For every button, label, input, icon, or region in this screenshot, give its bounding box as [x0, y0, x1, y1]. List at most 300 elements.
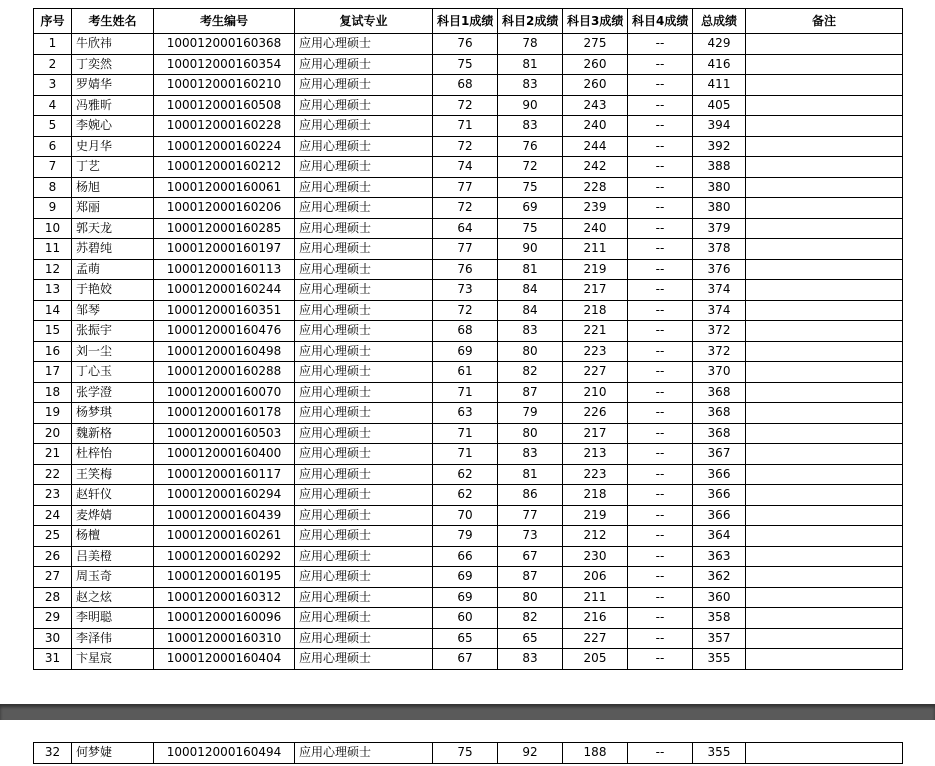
cell-id: 100012000160312 — [154, 587, 295, 608]
cell-remarks — [746, 628, 903, 649]
cell-subject3: 226 — [563, 403, 628, 424]
header-subject4: 科目4成绩 — [628, 9, 693, 34]
cell-remarks — [746, 321, 903, 342]
cell-subject4: -- — [628, 608, 693, 629]
cell-subject3: 244 — [563, 136, 628, 157]
cell-total: 378 — [693, 239, 746, 260]
cell-name: 李明聪 — [72, 608, 154, 629]
cell-index: 4 — [34, 95, 72, 116]
cell-major: 应用心理硕士 — [295, 280, 433, 301]
cell-name: 罗婧华 — [72, 75, 154, 96]
cell-subject4: -- — [628, 505, 693, 526]
cell-index: 14 — [34, 300, 72, 321]
cell-index: 28 — [34, 587, 72, 608]
cell-major: 应用心理硕士 — [295, 136, 433, 157]
cell-id: 100012000160354 — [154, 54, 295, 75]
cell-subject4: -- — [628, 464, 693, 485]
cell-subject4: -- — [628, 526, 693, 547]
cell-remarks — [746, 116, 903, 137]
cell-subject3: 206 — [563, 567, 628, 588]
cell-id: 100012000160368 — [154, 34, 295, 55]
table-row — [34, 341, 903, 362]
cell-subject2: 90 — [498, 239, 563, 260]
cell-index: 9 — [34, 198, 72, 219]
cell-major: 应用心理硕士 — [295, 464, 433, 485]
cell-id: 100012000160494 — [154, 743, 295, 764]
cell-subject1: 71 — [433, 116, 498, 137]
cell-subject2: 86 — [498, 485, 563, 506]
cell-remarks — [746, 157, 903, 178]
cell-major: 应用心理硕士 — [295, 218, 433, 239]
cell-subject2: 81 — [498, 259, 563, 280]
cell-subject2: 87 — [498, 382, 563, 403]
cell-name: 赵轩仪 — [72, 485, 154, 506]
cell-remarks — [746, 608, 903, 629]
cell-subject1: 62 — [433, 464, 498, 485]
header-subject3: 科目3成绩 — [563, 9, 628, 34]
cell-subject3: 213 — [563, 444, 628, 465]
cell-total: 358 — [693, 608, 746, 629]
cell-subject1: 66 — [433, 546, 498, 567]
cell-subject4: -- — [628, 567, 693, 588]
cell-index: 21 — [34, 444, 72, 465]
cell-total: 380 — [693, 177, 746, 198]
cell-subject2: 87 — [498, 567, 563, 588]
cell-remarks — [746, 280, 903, 301]
cell-id: 100012000160244 — [154, 280, 295, 301]
cell-subject3: 230 — [563, 546, 628, 567]
cell-remarks — [746, 136, 903, 157]
table-row — [34, 444, 903, 465]
cell-name: 张学澄 — [72, 382, 154, 403]
cell-id: 100012000160351 — [154, 300, 295, 321]
cell-subject4: -- — [628, 546, 693, 567]
cell-total: 388 — [693, 157, 746, 178]
table-row — [34, 75, 903, 96]
cell-subject3: 223 — [563, 464, 628, 485]
cell-subject4: -- — [628, 485, 693, 506]
cell-subject3: 228 — [563, 177, 628, 198]
cell-total: 368 — [693, 382, 746, 403]
cell-subject3: 260 — [563, 54, 628, 75]
cell-total: 392 — [693, 136, 746, 157]
cell-subject1: 60 — [433, 608, 498, 629]
cell-id: 100012000160400 — [154, 444, 295, 465]
cell-id: 100012000160178 — [154, 403, 295, 424]
cell-name: 郭天龙 — [72, 218, 154, 239]
cell-total: 405 — [693, 95, 746, 116]
cell-subject3: 240 — [563, 116, 628, 137]
cell-subject1: 72 — [433, 136, 498, 157]
table-row — [34, 608, 903, 629]
cell-name: 杨檀 — [72, 526, 154, 547]
cell-subject3: 217 — [563, 423, 628, 444]
cell-name: 丁奕然 — [72, 54, 154, 75]
table-row — [34, 587, 903, 608]
cell-id: 100012000160508 — [154, 95, 295, 116]
cell-subject4: -- — [628, 587, 693, 608]
cell-subject2: 83 — [498, 116, 563, 137]
cell-major: 应用心理硕士 — [295, 34, 433, 55]
cell-subject4: -- — [628, 300, 693, 321]
table-row — [34, 649, 903, 670]
cell-total: 429 — [693, 34, 746, 55]
cell-subject4: -- — [628, 34, 693, 55]
cell-subject4: -- — [628, 743, 693, 764]
cell-subject2: 82 — [498, 362, 563, 383]
cell-id: 100012000160404 — [154, 649, 295, 670]
cell-subject3: 239 — [563, 198, 628, 219]
cell-name: 赵之炫 — [72, 587, 154, 608]
table-row — [34, 177, 903, 198]
cell-major: 应用心理硕士 — [295, 444, 433, 465]
cell-subject4: -- — [628, 136, 693, 157]
cell-major: 应用心理硕士 — [295, 526, 433, 547]
cell-id: 100012000160310 — [154, 628, 295, 649]
cell-index: 18 — [34, 382, 72, 403]
cell-id: 100012000160476 — [154, 321, 295, 342]
table-row — [34, 198, 903, 219]
cell-subject3: 212 — [563, 526, 628, 547]
cell-major: 应用心理硕士 — [295, 54, 433, 75]
cell-subject1: 71 — [433, 382, 498, 403]
cell-subject4: -- — [628, 280, 693, 301]
cell-subject4: -- — [628, 362, 693, 383]
cell-remarks — [746, 567, 903, 588]
cell-id: 100012000160503 — [154, 423, 295, 444]
cell-total: 394 — [693, 116, 746, 137]
cell-name: 麦烨婧 — [72, 505, 154, 526]
table-row — [34, 218, 903, 239]
table-row — [34, 485, 903, 506]
cell-subject4: -- — [628, 218, 693, 239]
cell-index: 23 — [34, 485, 72, 506]
cell-remarks — [746, 382, 903, 403]
cell-subject1: 75 — [433, 54, 498, 75]
cell-subject1: 74 — [433, 157, 498, 178]
cell-id: 100012000160117 — [154, 464, 295, 485]
cell-name: 李婉心 — [72, 116, 154, 137]
cell-name: 周玉奇 — [72, 567, 154, 588]
table-row — [34, 34, 903, 55]
cell-total: 380 — [693, 198, 746, 219]
document-page-2 — [0, 720, 935, 766]
cell-id: 100012000160195 — [154, 567, 295, 588]
cell-subject4: -- — [628, 95, 693, 116]
cell-index: 7 — [34, 157, 72, 178]
table-row — [34, 321, 903, 342]
cell-total: 370 — [693, 362, 746, 383]
cell-subject4: -- — [628, 177, 693, 198]
cell-subject1: 64 — [433, 218, 498, 239]
cell-name: 于艳姣 — [72, 280, 154, 301]
cell-name: 何梦婕 — [72, 743, 154, 764]
cell-major: 应用心理硕士 — [295, 177, 433, 198]
cell-subject2: 81 — [498, 464, 563, 485]
cell-index: 22 — [34, 464, 72, 485]
table-row — [34, 136, 903, 157]
table-row — [34, 54, 903, 75]
cell-major: 应用心理硕士 — [295, 157, 433, 178]
cell-name: 冯雅昕 — [72, 95, 154, 116]
cell-index: 32 — [34, 743, 72, 764]
score-table-page-2 — [33, 742, 903, 764]
table-row — [34, 546, 903, 567]
table-body-page-2 — [34, 743, 903, 764]
cell-index: 24 — [34, 505, 72, 526]
cell-name: 魏新格 — [72, 423, 154, 444]
cell-subject3: 218 — [563, 485, 628, 506]
cell-subject2: 72 — [498, 157, 563, 178]
cell-subject2: 81 — [498, 54, 563, 75]
cell-name: 邹琴 — [72, 300, 154, 321]
table-row — [34, 116, 903, 137]
cell-remarks — [746, 218, 903, 239]
cell-major: 应用心理硕士 — [295, 198, 433, 219]
cell-major: 应用心理硕士 — [295, 75, 433, 96]
cell-name: 牛欣祎 — [72, 34, 154, 55]
cell-index: 12 — [34, 259, 72, 280]
cell-major: 应用心理硕士 — [295, 321, 433, 342]
cell-major: 应用心理硕士 — [295, 259, 433, 280]
cell-total: 411 — [693, 75, 746, 96]
header-id: 考生编号 — [154, 9, 295, 34]
cell-name: 郑丽 — [72, 198, 154, 219]
header-name: 考生姓名 — [72, 9, 154, 34]
cell-remarks — [746, 505, 903, 526]
header-subject1: 科目1成绩 — [433, 9, 498, 34]
cell-total: 376 — [693, 259, 746, 280]
cell-remarks — [746, 423, 903, 444]
cell-subject2: 82 — [498, 608, 563, 629]
cell-subject1: 76 — [433, 34, 498, 55]
cell-name: 王笑梅 — [72, 464, 154, 485]
cell-remarks — [746, 239, 903, 260]
cell-subject2: 75 — [498, 218, 563, 239]
table-body-page-1 — [34, 34, 903, 670]
cell-total: 374 — [693, 300, 746, 321]
cell-remarks — [746, 259, 903, 280]
cell-remarks — [746, 54, 903, 75]
cell-index: 6 — [34, 136, 72, 157]
cell-subject1: 67 — [433, 649, 498, 670]
cell-subject1: 71 — [433, 444, 498, 465]
cell-major: 应用心理硕士 — [295, 743, 433, 764]
table-row — [34, 743, 903, 764]
cell-subject4: -- — [628, 239, 693, 260]
cell-subject2: 79 — [498, 403, 563, 424]
cell-subject1: 69 — [433, 567, 498, 588]
cell-id: 100012000160096 — [154, 608, 295, 629]
score-table-page-1 — [33, 8, 903, 670]
table-row — [34, 382, 903, 403]
cell-subject3: 218 — [563, 300, 628, 321]
cell-subject4: -- — [628, 423, 693, 444]
cell-index: 17 — [34, 362, 72, 383]
cell-remarks — [746, 177, 903, 198]
cell-name: 卞星宸 — [72, 649, 154, 670]
cell-subject2: 90 — [498, 95, 563, 116]
cell-subject2: 67 — [498, 546, 563, 567]
table-row — [34, 567, 903, 588]
cell-name: 孟萌 — [72, 259, 154, 280]
table-row — [34, 280, 903, 301]
cell-subject4: -- — [628, 382, 693, 403]
cell-subject1: 77 — [433, 177, 498, 198]
cell-total: 416 — [693, 54, 746, 75]
cell-subject1: 79 — [433, 526, 498, 547]
cell-name: 史月华 — [72, 136, 154, 157]
cell-subject3: 227 — [563, 628, 628, 649]
table-header-row — [34, 9, 903, 34]
cell-index: 31 — [34, 649, 72, 670]
table-row — [34, 362, 903, 383]
cell-name: 吕美橙 — [72, 546, 154, 567]
cell-subject1: 75 — [433, 743, 498, 764]
cell-remarks — [746, 485, 903, 506]
cell-subject1: 72 — [433, 300, 498, 321]
cell-index: 16 — [34, 341, 72, 362]
cell-subject4: -- — [628, 54, 693, 75]
cell-id: 100012000160061 — [154, 177, 295, 198]
cell-major: 应用心理硕士 — [295, 649, 433, 670]
cell-index: 10 — [34, 218, 72, 239]
cell-subject2: 80 — [498, 423, 563, 444]
cell-total: 357 — [693, 628, 746, 649]
cell-subject2: 77 — [498, 505, 563, 526]
cell-subject3: 243 — [563, 95, 628, 116]
cell-total: 364 — [693, 526, 746, 547]
cell-major: 应用心理硕士 — [295, 116, 433, 137]
cell-name: 丁艺 — [72, 157, 154, 178]
cell-subject4: -- — [628, 341, 693, 362]
cell-subject1: 69 — [433, 587, 498, 608]
cell-total: 367 — [693, 444, 746, 465]
cell-id: 100012000160439 — [154, 505, 295, 526]
cell-subject1: 70 — [433, 505, 498, 526]
cell-subject1: 73 — [433, 280, 498, 301]
cell-total: 360 — [693, 587, 746, 608]
cell-major: 应用心理硕士 — [295, 95, 433, 116]
cell-subject2: 92 — [498, 743, 563, 764]
cell-subject1: 69 — [433, 341, 498, 362]
cell-index: 5 — [34, 116, 72, 137]
cell-subject2: 78 — [498, 34, 563, 55]
cell-major: 应用心理硕士 — [295, 587, 433, 608]
cell-subject2: 76 — [498, 136, 563, 157]
cell-subject3: 227 — [563, 362, 628, 383]
cell-name: 杨旭 — [72, 177, 154, 198]
cell-subject2: 69 — [498, 198, 563, 219]
cell-id: 100012000160261 — [154, 526, 295, 547]
cell-subject3: 211 — [563, 239, 628, 260]
cell-total: 368 — [693, 423, 746, 444]
cell-subject2: 83 — [498, 75, 563, 96]
cell-total: 372 — [693, 341, 746, 362]
cell-remarks — [746, 526, 903, 547]
cell-major: 应用心理硕士 — [295, 300, 433, 321]
cell-index: 20 — [34, 423, 72, 444]
cell-remarks — [746, 300, 903, 321]
table-row — [34, 157, 903, 178]
cell-subject3: 242 — [563, 157, 628, 178]
table-row — [34, 505, 903, 526]
cell-remarks — [746, 743, 903, 764]
cell-subject4: -- — [628, 198, 693, 219]
cell-remarks — [746, 34, 903, 55]
cell-subject2: 83 — [498, 444, 563, 465]
cell-major: 应用心理硕士 — [295, 567, 433, 588]
cell-subject2: 83 — [498, 649, 563, 670]
cell-subject4: -- — [628, 628, 693, 649]
cell-remarks — [746, 546, 903, 567]
cell-subject2: 80 — [498, 341, 563, 362]
header-index: 序号 — [34, 9, 72, 34]
cell-id: 100012000160228 — [154, 116, 295, 137]
cell-subject1: 68 — [433, 75, 498, 96]
cell-index: 26 — [34, 546, 72, 567]
cell-name: 李泽伟 — [72, 628, 154, 649]
cell-remarks — [746, 95, 903, 116]
cell-major: 应用心理硕士 — [295, 505, 433, 526]
cell-major: 应用心理硕士 — [295, 423, 433, 444]
cell-index: 2 — [34, 54, 72, 75]
table-row — [34, 403, 903, 424]
cell-name: 刘一尘 — [72, 341, 154, 362]
cell-subject4: -- — [628, 259, 693, 280]
table-row — [34, 628, 903, 649]
cell-id: 100012000160292 — [154, 546, 295, 567]
cell-index: 25 — [34, 526, 72, 547]
cell-remarks — [746, 464, 903, 485]
cell-name: 杜梓怡 — [72, 444, 154, 465]
cell-index: 13 — [34, 280, 72, 301]
cell-id: 100012000160285 — [154, 218, 295, 239]
cell-total: 362 — [693, 567, 746, 588]
cell-total: 368 — [693, 403, 746, 424]
cell-remarks — [746, 75, 903, 96]
cell-subject4: -- — [628, 321, 693, 342]
cell-subject3: 275 — [563, 34, 628, 55]
header-total: 总成绩 — [693, 9, 746, 34]
cell-subject1: 63 — [433, 403, 498, 424]
cell-subject1: 71 — [433, 423, 498, 444]
cell-subject1: 72 — [433, 198, 498, 219]
cell-id: 100012000160113 — [154, 259, 295, 280]
cell-index: 27 — [34, 567, 72, 588]
cell-remarks — [746, 362, 903, 383]
cell-subject4: -- — [628, 403, 693, 424]
table-row — [34, 95, 903, 116]
cell-subject2: 75 — [498, 177, 563, 198]
cell-total: 355 — [693, 649, 746, 670]
cell-subject1: 65 — [433, 628, 498, 649]
header-subject2: 科目2成绩 — [498, 9, 563, 34]
cell-subject4: -- — [628, 444, 693, 465]
cell-total: 355 — [693, 743, 746, 764]
cell-remarks — [746, 341, 903, 362]
cell-subject3: 216 — [563, 608, 628, 629]
cell-subject2: 83 — [498, 321, 563, 342]
table-row — [34, 239, 903, 260]
cell-subject3: 260 — [563, 75, 628, 96]
cell-total: 372 — [693, 321, 746, 342]
cell-subject4: -- — [628, 649, 693, 670]
cell-subject2: 80 — [498, 587, 563, 608]
cell-total: 366 — [693, 505, 746, 526]
cell-major: 应用心理硕士 — [295, 403, 433, 424]
cell-subject1: 62 — [433, 485, 498, 506]
